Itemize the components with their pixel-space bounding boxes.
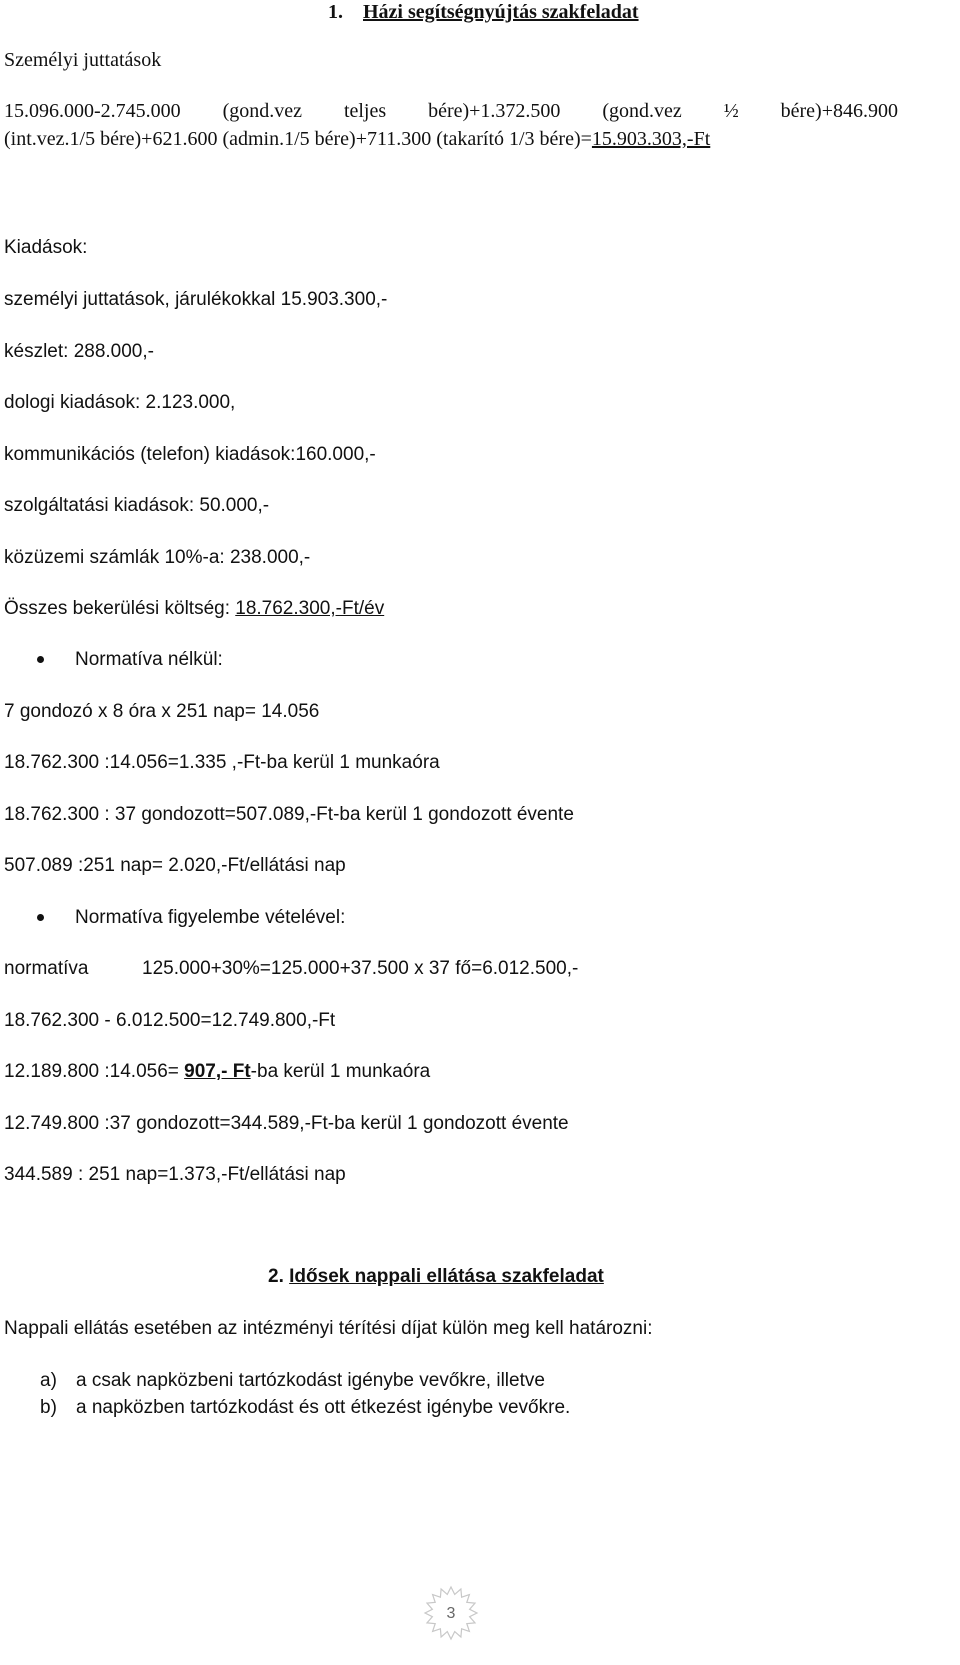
formula-line1: 15.096.000-2.745.000 (gond.vez teljes bére)+1.372.500 (gond.vez ½ bére)+846.900 [4, 100, 898, 122]
section1-title [328, 0, 639, 24]
with-norm-line: 18.762.300 - 6.012.500=12.749.800,-Ft [4, 1010, 336, 1031]
section2-title [268, 1265, 604, 1289]
expense-item: kommunikációs (telefon) kiadások:160.000,- [4, 444, 376, 465]
personal-heading: Személyi juttatások [4, 49, 162, 71]
total-value: 18.762.300,-Ft/év [235, 598, 385, 619]
total-cost [4, 597, 384, 621]
total-label: Összes bekerülési költség: [4, 598, 236, 619]
hour-pre: 12.189.800 :14.056= [4, 1061, 185, 1082]
expense-item: szolgáltatási kiadások: 50.000,- [4, 495, 270, 516]
expense-item: dologi kiadások: 2.123.000, [4, 392, 236, 413]
formula-line2 [4, 125, 898, 153]
without-norm-line: 507.089 :251 nap= 2.020,-Ft/ellátási nap [4, 855, 346, 876]
list-item [40, 1369, 545, 1393]
with-norm-line: 344.589 : 251 nap=1.373,-Ft/ellátási nap [4, 1164, 346, 1185]
bullet-icon [37, 656, 44, 663]
section2-intro: Nappali ellátás esetében az intézményi térítési díjat külön meg kell határozni: [4, 1318, 653, 1339]
expenses-heading: Kiadások: [4, 237, 88, 258]
list-text: a napközben tartózkodást és ott étkezést igénybe vevőkre. [76, 1397, 571, 1418]
page-number: 3 [446, 1605, 456, 1622]
formula-line2-text: (int.vez.1/5 bére)+621.600 (admin.1/5 bére)+711.300 (takarító 1/3 bére)= [4, 128, 592, 150]
formula-result: 15.903.303,-Ft [591, 128, 711, 150]
hour-cost-value: 907,- Ft [184, 1061, 251, 1082]
without-norm-line: 7 gondozó x 8 óra x 251 nap= 14.056 [4, 701, 320, 722]
without-norm-heading: Normatíva nélkül: [75, 649, 223, 670]
norm-label: normatíva [4, 958, 89, 979]
with-norm-heading: Normatíva figyelembe vételével: [75, 907, 346, 928]
list-marker: a) [40, 1370, 57, 1391]
without-norm-line: 18.762.300 : 37 gondozott=507.089,-Ft-ba kerül 1 gondozott évente [4, 804, 574, 825]
list-text: a csak napközbeni tartózkodást igénybe vevőkre, illetve [76, 1370, 545, 1391]
hour-cost-line [4, 1060, 430, 1084]
norm-value: 125.000+30%=125.000+37.500 x 37 fő=6.012.500,- [142, 958, 579, 979]
bullet-icon [37, 914, 44, 921]
without-norm-line: 18.762.300 :14.056=1.335 ,-Ft-ba kerül 1 munkaóra [4, 752, 440, 773]
expense-item: készlet: 288.000,- [4, 341, 154, 362]
formula-paragraph [4, 97, 898, 153]
section2-number: 2. [268, 1266, 284, 1287]
norm-line [4, 957, 578, 981]
hour-post: -ba kerül 1 munkaóra [250, 1061, 431, 1082]
list-marker: b) [40, 1397, 57, 1418]
section2-title-text: Idősek nappali ellátása szakfeladat [289, 1266, 604, 1287]
page-number-badge [423, 1585, 479, 1641]
with-norm-line: 12.749.800 :37 gondozott=344.589,-Ft-ba kerül 1 gondozott évente [4, 1113, 569, 1134]
expense-item: közüzemi számlák 10%-a: 238.000,- [4, 547, 311, 568]
section1-number: 1. [328, 1, 343, 23]
section1-title-text: Házi segítségnyújtás szakfeladat [363, 1, 639, 23]
starburst-badge-icon [423, 1585, 479, 1641]
expense-item: személyi juttatások, járulékokkal 15.903.300,- [4, 289, 388, 310]
list-item [40, 1396, 570, 1420]
